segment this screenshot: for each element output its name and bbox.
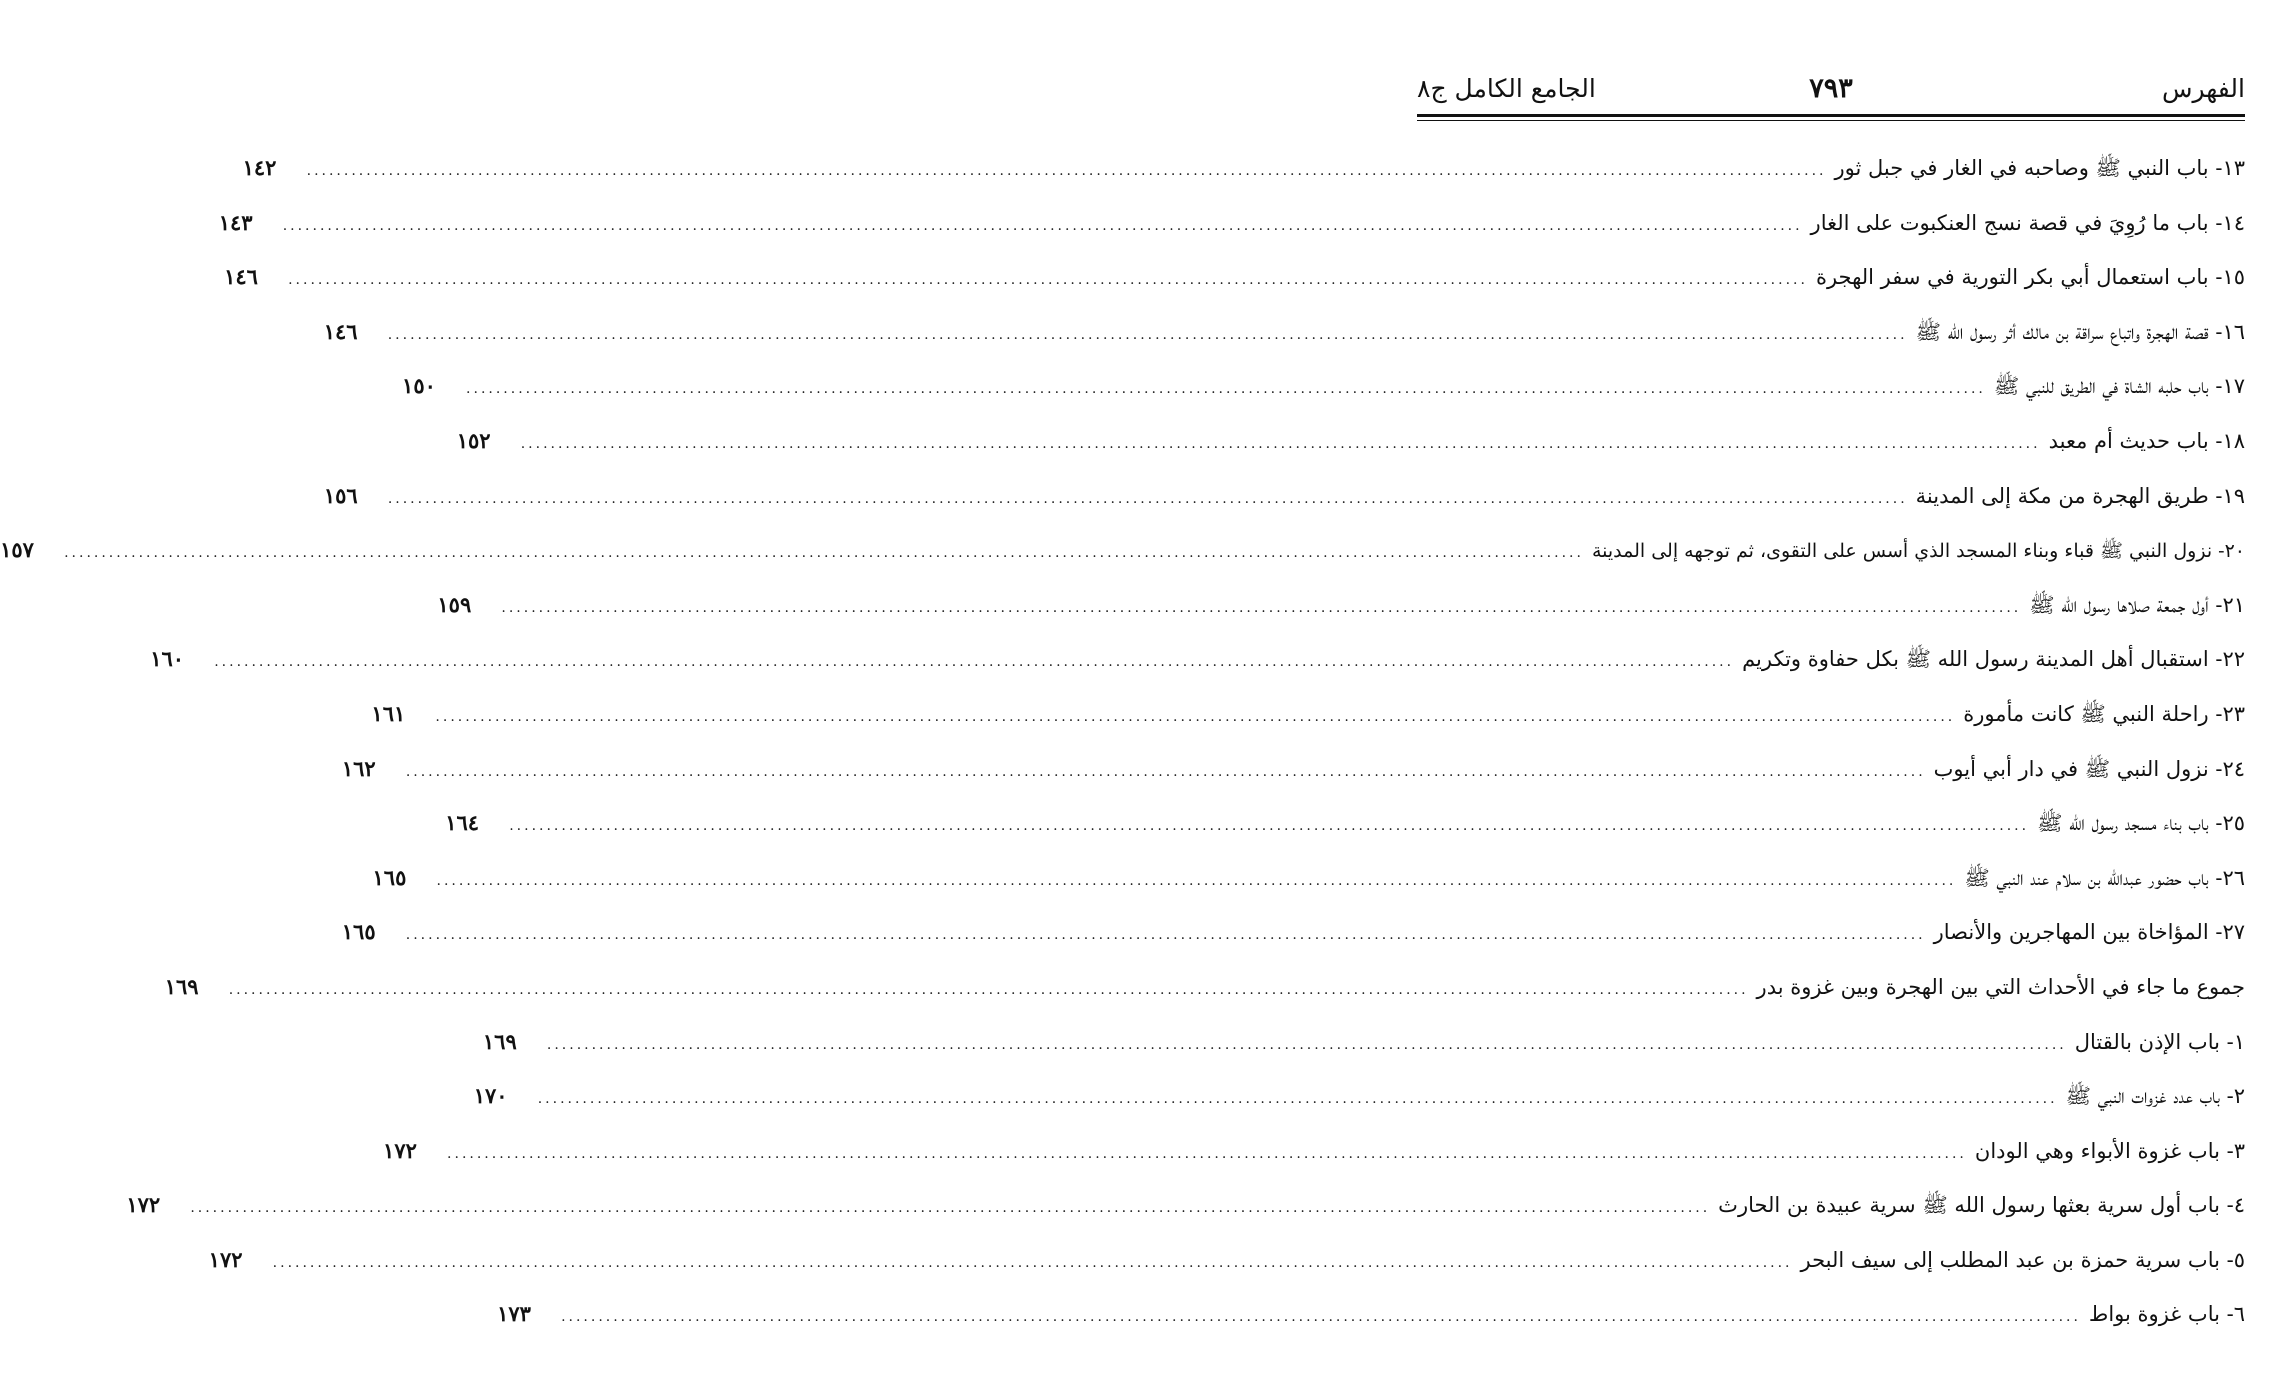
dot-leader [521,424,2041,464]
entry-page: ١٥٧ [0,537,34,563]
entry-title: ٢٥- باب بناء مسجد رسول الله ﷺ [2037,811,2245,836]
dot-leader [307,151,1827,191]
entry-title: ٢٦- باب حضور عبدالله بن سلام عند النبي ﷺ [1964,865,2245,890]
toc-entry [473,1076,2245,1131]
toc-entry [150,639,2245,694]
dot-leader [273,1243,1793,1283]
dot-leader [229,970,1749,1010]
entry-title: جموع ما جاء في الأحداث التي بين الهجرة وبين غزوة بدر [1756,974,2245,999]
toc-entry [242,148,2245,203]
entry-page: ١٥٩ [437,591,472,617]
dot-leader [388,315,1908,355]
toc-entry [497,1294,2245,1349]
entry-page: ١٦٤ [445,810,480,836]
entry-page: ١٧٠ [473,1083,508,1109]
entry-page: ١٧٢ [383,1137,417,1163]
entry-title: ٢٠- نزول النبي ﷺ قباء وبناء المسجد الذي أسس على التقوى، ثم توجهه إلى المدينة [1591,540,2245,563]
dot-leader [406,752,1926,792]
book-title: الجامع الكامل ج٨ [1417,74,1596,103]
entry-title: ١٩- طريق الهجرة من مكة إلى المدينة [1915,483,2245,508]
entry-page: ١٧٢ [126,1192,161,1218]
dot-leader [64,533,1584,573]
dot-leader [388,479,1908,519]
entry-page: ١٦٠ [150,646,185,672]
toc-entry [341,912,2245,967]
toc-entry [164,967,2245,1022]
toc-entry [371,694,2245,749]
dot-leader [547,1025,2067,1065]
entry-page: ١٧٢ [208,1246,243,1272]
entry-page: ١٦٢ [341,755,376,781]
toc-entry [482,1022,2245,1077]
entry-title: ٢٧- المؤاخاة بين المهاجرين والأنصار [1933,920,2245,945]
dot-leader [561,1297,2081,1337]
entry-page: ١٤٦ [224,264,258,290]
entry-title: ١٥- باب استعمال أبي بكر التورية في سفر الهجرة [1815,265,2245,290]
entry-title: ٢٤- نزول النبي ﷺ في دار أبي أيوب [1933,756,2245,781]
page-number: ٧٩٣ [1809,73,1853,104]
entry-title: ٣- باب غزوة الأبواء وهي الودان [1974,1138,2245,1163]
toc-entry [383,1131,2245,1186]
dot-leader [501,588,2021,628]
entry-title: ٢١- أول جمعة صلاها رسول الله ﷺ [2029,592,2245,617]
dot-leader [437,861,1957,901]
entry-page: ١٦٩ [482,1028,517,1054]
toc-entry [323,312,2245,367]
toc-entry [323,476,2245,531]
entry-title: ٢٣- راحلة النبي ﷺ كانت مأمورة [1963,701,2245,726]
dot-leader [283,206,1803,246]
entry-title: ١- باب الإذن بالقتال [2074,1029,2245,1054]
header-rule-thin [1417,120,2245,121]
toc-entry [0,530,2245,585]
entry-title: ٢٢- استقبال أهل المدينة رسول الله ﷺ بكل حفاوة وتكريم [1742,647,2245,672]
toc-entry [218,203,2245,258]
entry-title: ٤- باب أول سرية بعثها رسول الله ﷺ سرية عبيدة بن الحارث [1718,1193,2245,1218]
toc-entry [126,1185,2245,1240]
entry-title: ٢- باب عدد غزوات النبي ﷺ [2065,1084,2245,1109]
dot-leader [190,1188,1710,1228]
toc-entry [341,749,2245,804]
entry-title: ١٤- باب ما رُوِيَ في قصة نسج العنكبوت على الغار [1810,210,2245,235]
entry-page: ١٤٦ [323,318,358,344]
dot-leader [509,806,2029,846]
entry-title: ١٣- باب النبي ﷺ وصاحبه في الغار في جبل ثور [1834,156,2245,180]
table-of-contents [0,148,2245,1349]
entry-page: ١٦٩ [164,973,199,999]
entry-page: ١٤٣ [218,209,253,235]
dot-leader [538,1079,2058,1119]
entry-page: ١٦٥ [341,919,376,945]
toc-entry [437,585,2245,640]
running-header [1417,72,2245,112]
toc-entry [224,257,2245,312]
toc-entry [456,421,2245,476]
dot-leader [288,260,1808,300]
entry-page: ١٥٢ [456,427,491,453]
entry-title: ٦- باب غزوة بواط [2088,1302,2245,1327]
dot-leader [406,915,1926,955]
entry-page: ١٥٠ [402,373,436,399]
section-title: الفهرس [2161,74,2245,103]
entry-page: ١٦٥ [372,864,407,890]
dot-leader [466,369,1986,409]
entry-title: ١٧- باب حلبه الشاة في الطريق للنبي ﷺ [1993,374,2245,399]
entry-title: ١٦- قصة الهجرة واتباع سراقة بن مالك أثر رسول الله ﷺ [1915,319,2245,344]
entry-page: ١٦١ [371,700,406,726]
entry-title: ١٨- باب حديث أم معبد [2048,428,2245,453]
toc-entry [372,858,2245,913]
dot-leader [214,642,1734,682]
toc-entry [208,1240,2245,1295]
entry-page: ١٥٦ [323,482,358,508]
entry-page: ١٧٣ [497,1301,531,1327]
toc-entry [445,803,2245,858]
header-rule-thick [1417,114,2245,117]
toc-entry [402,366,2245,421]
dot-leader [447,1134,1967,1174]
entry-title: ٥- باب سرية حمزة بن عبد المطلب إلى سيف البحر [1800,1247,2245,1272]
dot-leader [435,697,1955,737]
entry-page: ١٤٢ [242,155,277,180]
